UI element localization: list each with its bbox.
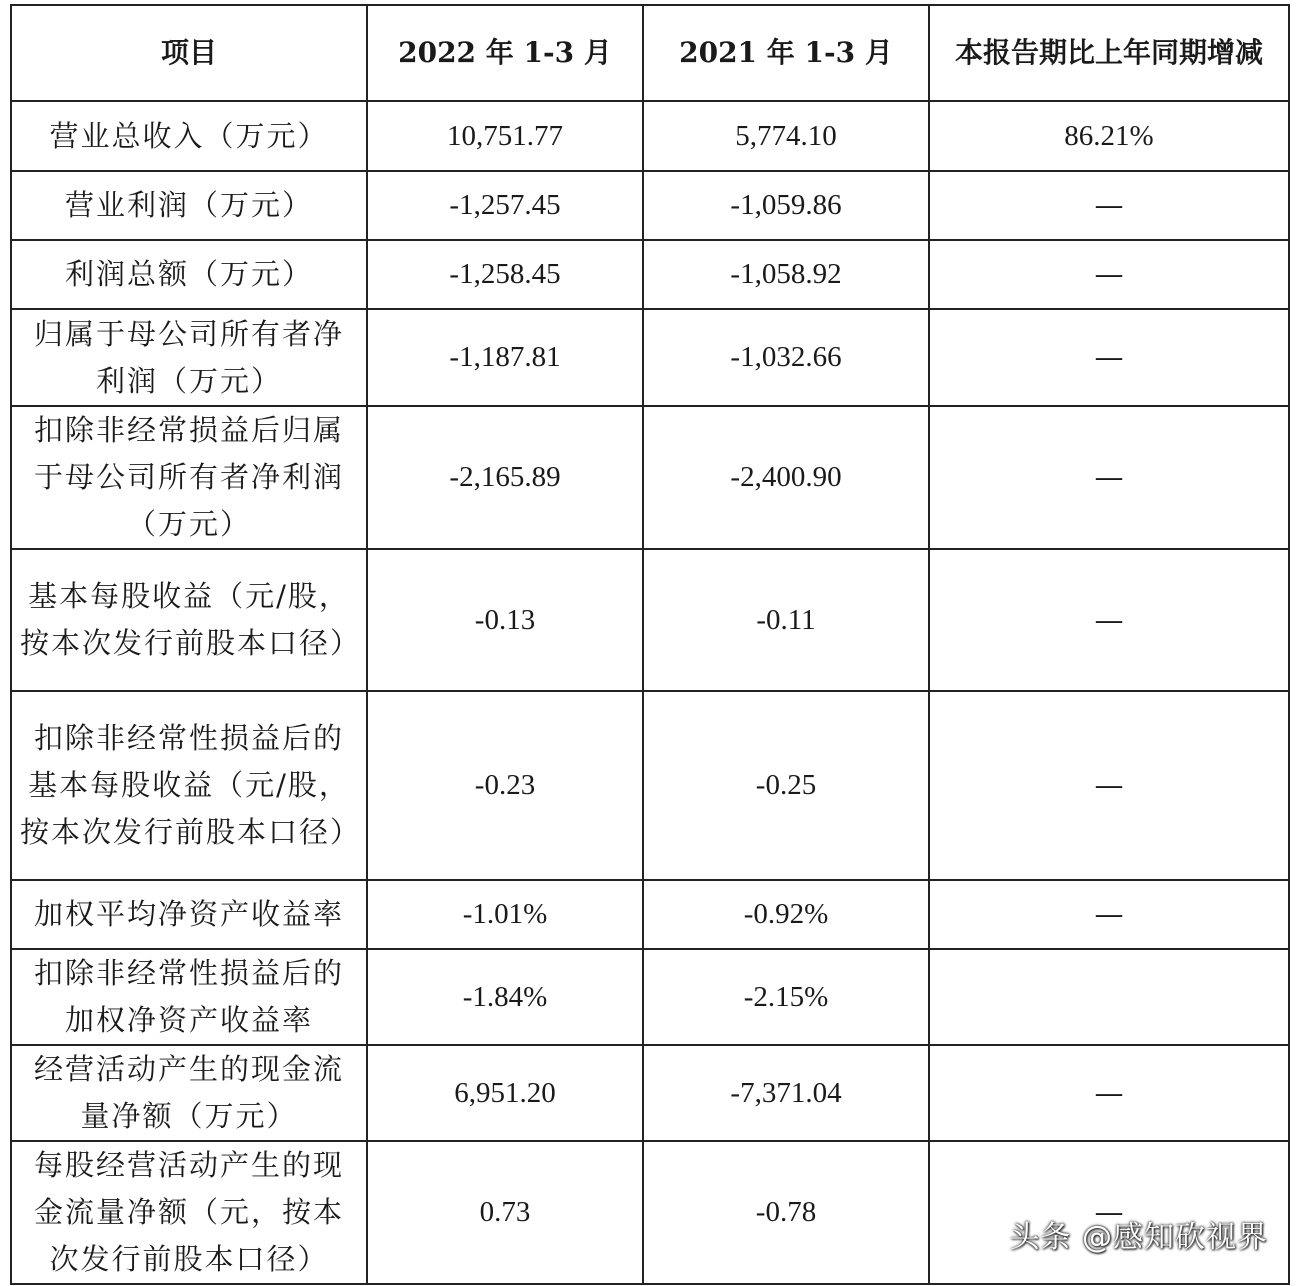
financial-data-table <box>10 4 1290 1285</box>
row-value-2022: -2,165.89 <box>367 406 643 549</box>
row-item: 归属于母公司所有者净利润（万元） <box>11 309 367 406</box>
row-change <box>929 949 1289 1045</box>
row-change: — <box>929 171 1289 240</box>
row-item: 经营活动产生的现金流量净额（万元） <box>11 1045 367 1141</box>
row-value-2021: -1,058.92 <box>643 240 929 309</box>
table-row <box>11 101 1289 171</box>
table-row <box>11 309 1289 406</box>
header-2021: 2021 年 1-3 月 <box>643 5 929 101</box>
row-value-2021: -1,059.86 <box>643 171 929 240</box>
row-value-2022: -1,258.45 <box>367 240 643 309</box>
row-change: — <box>929 880 1289 949</box>
table-row <box>11 549 1289 691</box>
row-value-2021: -0.11 <box>643 549 929 691</box>
table-row <box>11 691 1289 880</box>
row-value-2021: -0.25 <box>643 691 929 880</box>
row-change: — <box>929 549 1289 691</box>
row-item: 加权平均净资产收益率 <box>11 880 367 949</box>
header-item: 项目 <box>11 5 367 101</box>
row-value-2022: -1.01% <box>367 880 643 949</box>
row-item: 每股经营活动产生的现金流量净额（元，按本次发行前股本口径） <box>11 1141 367 1284</box>
row-value-2022: 10,751.77 <box>367 101 643 171</box>
row-item: 扣除非经常损益后归属于母公司所有者净利润（万元） <box>11 406 367 549</box>
row-item: 营业总收入（万元） <box>11 101 367 171</box>
row-change: — <box>929 406 1289 549</box>
table-row <box>11 406 1289 549</box>
row-value-2022: -1.84% <box>367 949 643 1045</box>
table-row <box>11 949 1289 1045</box>
row-value-2021: -7,371.04 <box>643 1045 929 1141</box>
row-item: 扣除非经常性损益后的基本每股收益（元/股，按本次发行前股本口径） <box>11 691 367 880</box>
row-change: — <box>929 1045 1289 1141</box>
row-item: 利润总额（万元） <box>11 240 367 309</box>
row-change: — <box>929 691 1289 880</box>
table-row <box>11 171 1289 240</box>
row-value-2022: -1,257.45 <box>367 171 643 240</box>
header-2022: 2022 年 1-3 月 <box>367 5 643 101</box>
row-value-2021: -2.15% <box>643 949 929 1045</box>
row-change: — <box>929 240 1289 309</box>
row-value-2021: -0.78 <box>643 1141 929 1284</box>
row-item: 扣除非经常性损益后的加权净资产收益率 <box>11 949 367 1045</box>
row-value-2022: -1,187.81 <box>367 309 643 406</box>
row-change: 86.21% <box>929 101 1289 171</box>
row-value-2022: 0.73 <box>367 1141 643 1284</box>
table-body <box>11 101 1289 1284</box>
row-value-2021: -1,032.66 <box>643 309 929 406</box>
table-row <box>11 240 1289 309</box>
table-header-row <box>11 5 1289 101</box>
row-value-2021: -2,400.90 <box>643 406 929 549</box>
row-value-2022: -0.13 <box>367 549 643 691</box>
row-change: — <box>929 309 1289 406</box>
row-value-2022: 6,951.20 <box>367 1045 643 1141</box>
row-item: 基本每股收益（元/股，按本次发行前股本口径） <box>11 549 367 691</box>
table-row <box>11 1045 1289 1141</box>
header-change: 本报告期比上年同期增减 <box>929 5 1289 101</box>
row-change: — <box>929 1141 1289 1284</box>
row-item: 营业利润（万元） <box>11 171 367 240</box>
row-value-2021: -0.92% <box>643 880 929 949</box>
row-value-2021: 5,774.10 <box>643 101 929 171</box>
table-row <box>11 880 1289 949</box>
watermark-text: 头条 @感知砍视界 <box>1009 1220 1268 1255</box>
row-value-2022: -0.23 <box>367 691 643 880</box>
